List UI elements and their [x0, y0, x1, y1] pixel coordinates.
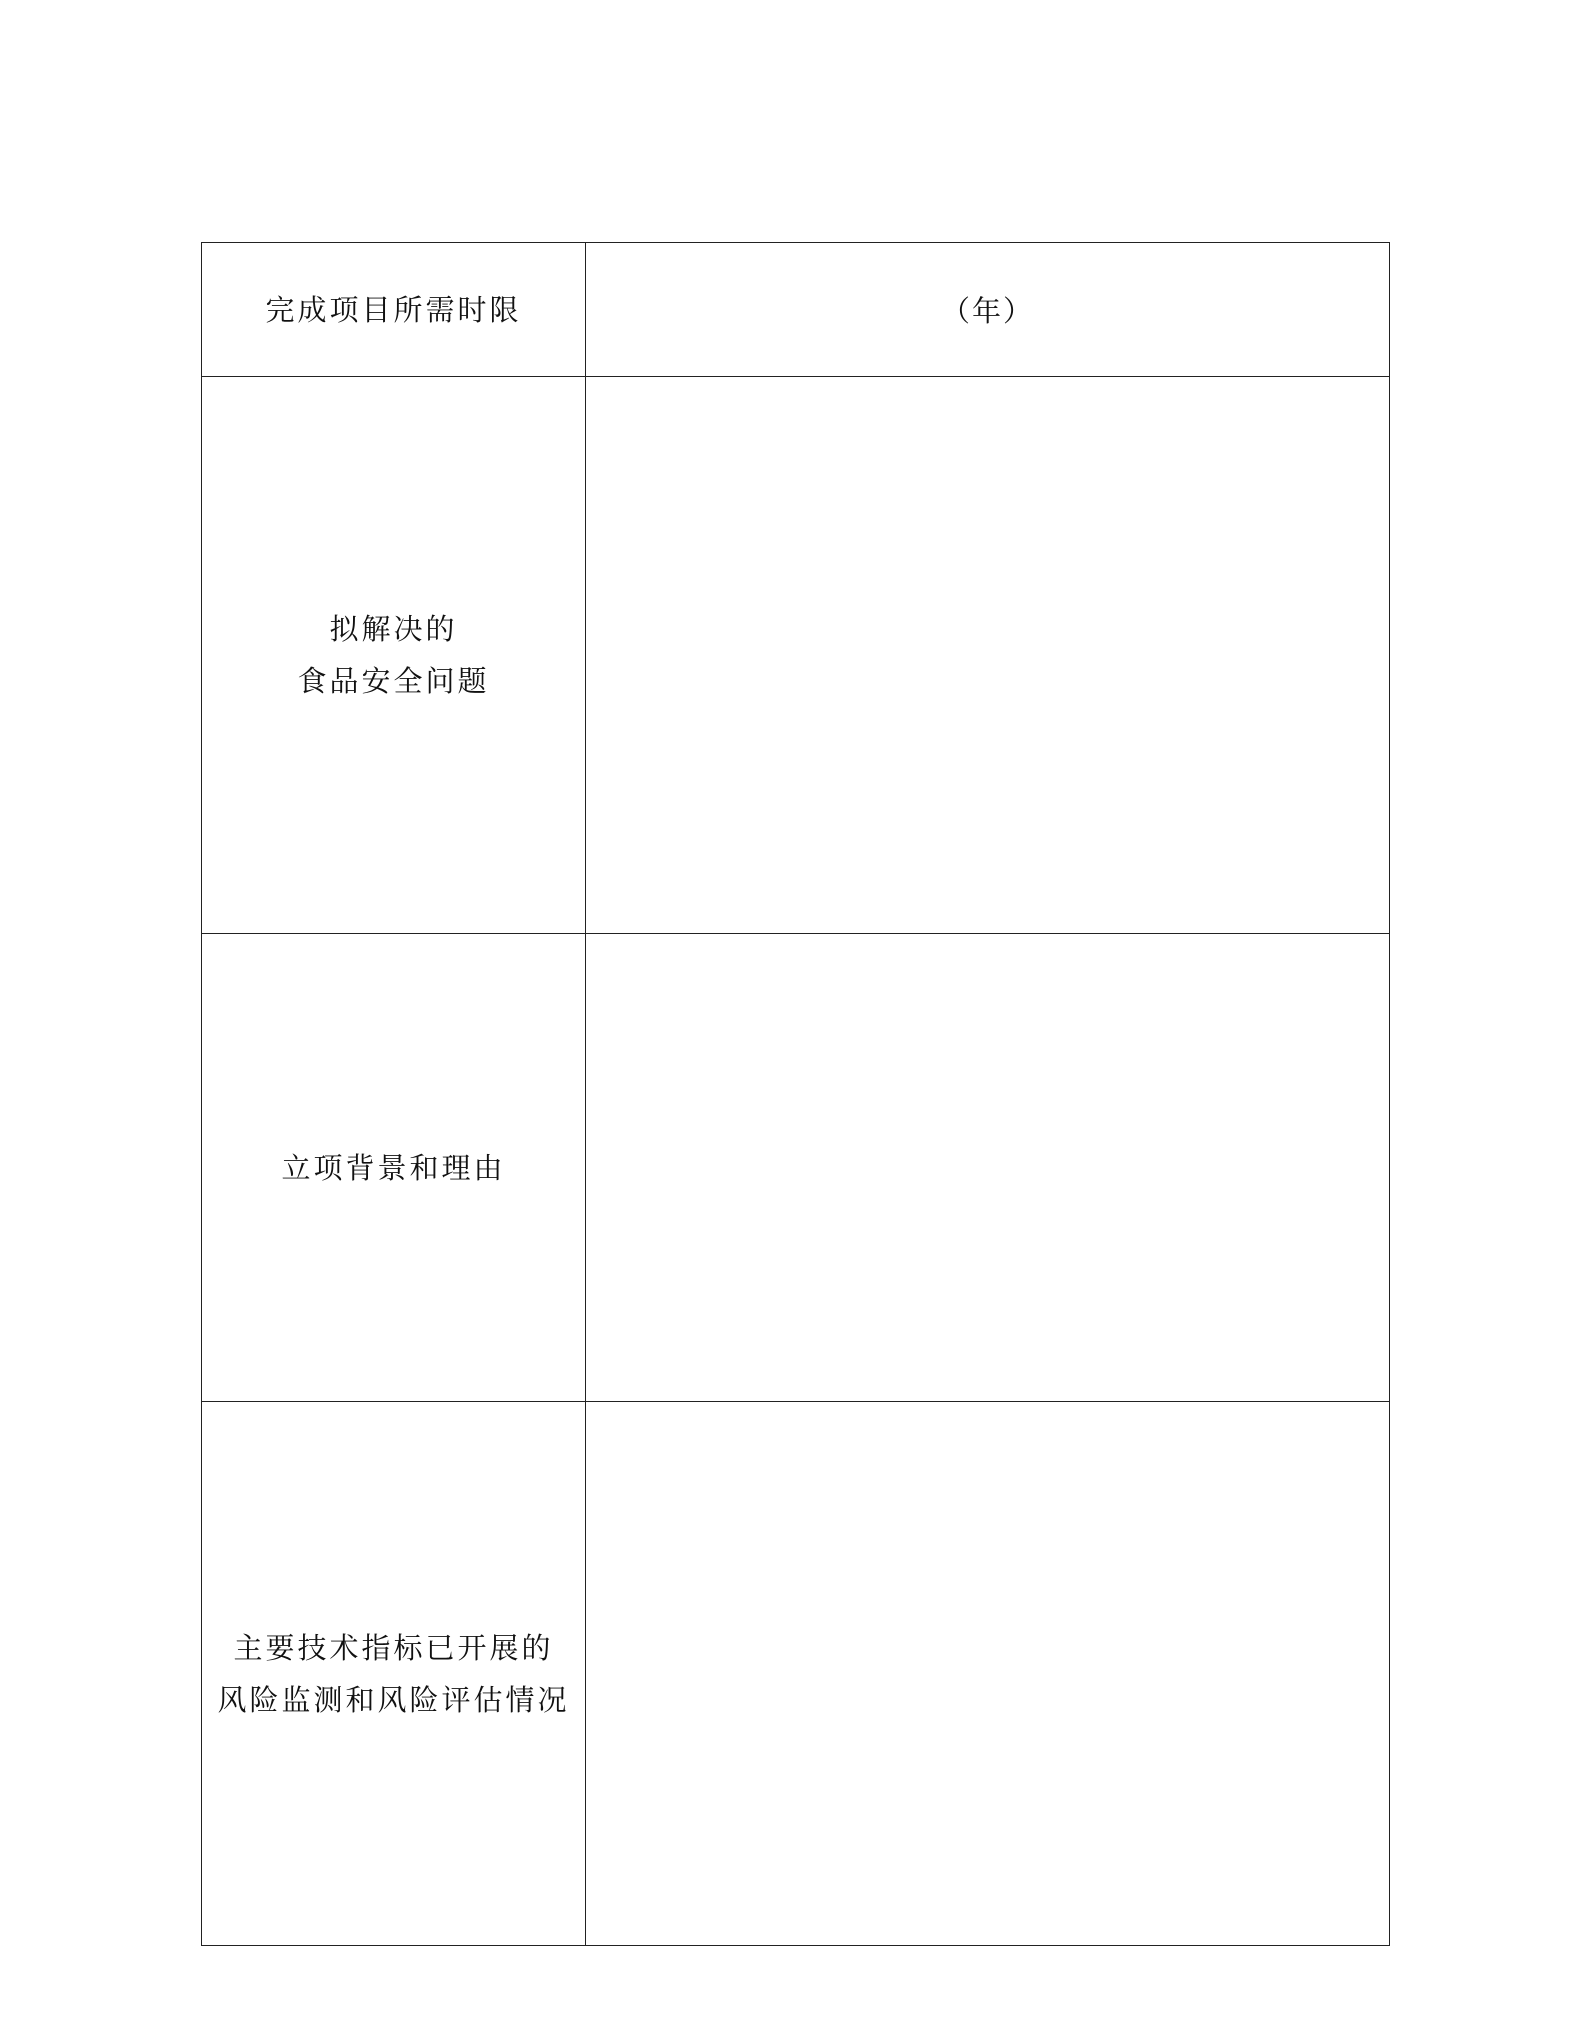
row-food-safety-issue: [202, 377, 1390, 934]
value-cell-duration[interactable]: [586, 243, 1390, 377]
label-food-safety-issue: [202, 603, 585, 707]
value-cell-background[interactable]: [586, 934, 1390, 1402]
duration-unit-text: （年）: [940, 294, 1034, 328]
value-cell-risk-monitoring[interactable]: [586, 1402, 1390, 1946]
row-background: [202, 934, 1390, 1402]
label-food-safety-issue-line-1: 拟解决的: [329, 612, 458, 646]
label-cell-duration: [202, 243, 586, 377]
label-cell-food-safety-issue: [202, 377, 586, 934]
row-risk-monitoring: [202, 1402, 1390, 1946]
label-food-safety-issue-line-2: 食品安全问题: [297, 664, 490, 698]
value-cell-food-safety-issue[interactable]: [586, 377, 1390, 934]
label-background-line-1: 立项背景和理由: [281, 1150, 506, 1185]
label-risk-monitoring-line-2: 风险监测和风险评估情况: [217, 1682, 570, 1717]
label-duration: [202, 284, 585, 336]
label-duration-line-1: 完成项目所需时限: [265, 292, 522, 327]
label-cell-risk-monitoring: [202, 1402, 586, 1946]
project-form-table: [201, 242, 1390, 1946]
label-risk-monitoring: [202, 1622, 585, 1726]
label-risk-monitoring-line-1: 主要技术指标已开展的: [233, 1630, 554, 1665]
label-cell-background: [202, 934, 586, 1402]
row-duration: [202, 243, 1390, 377]
label-background: [202, 1142, 585, 1194]
